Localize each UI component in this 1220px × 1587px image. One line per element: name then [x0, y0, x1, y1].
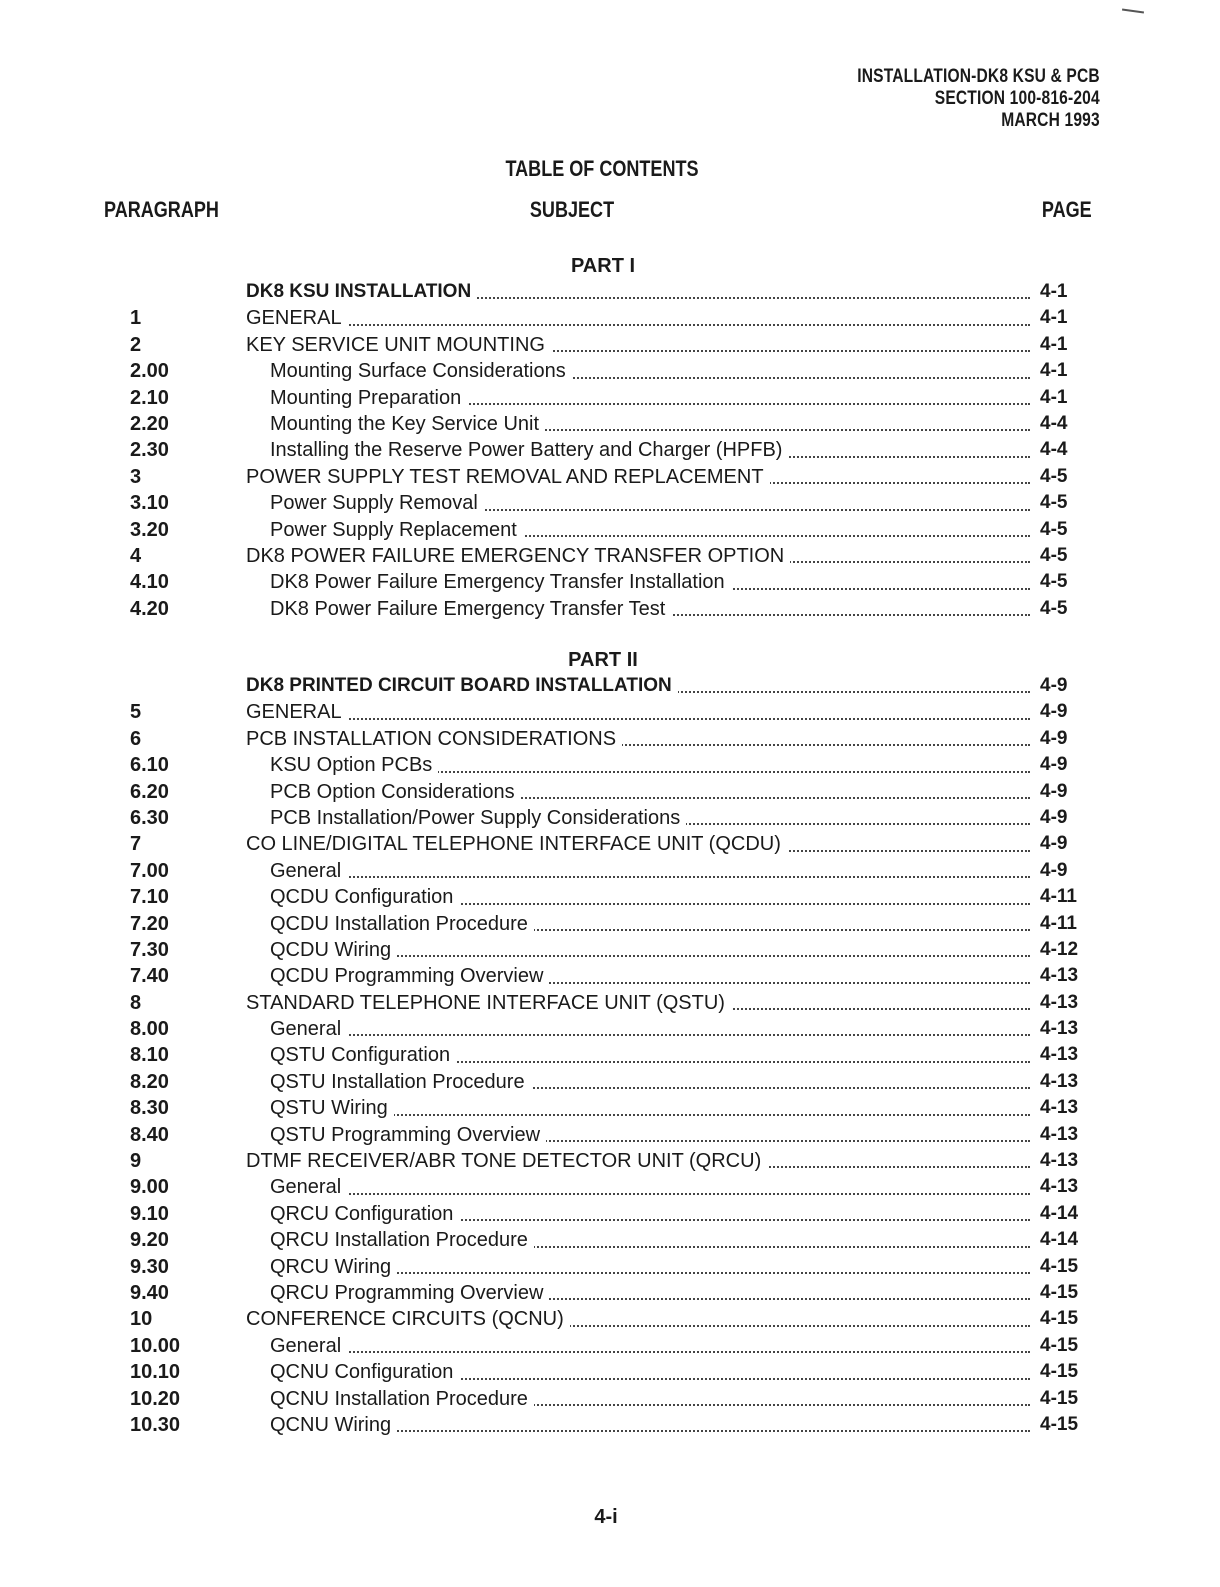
entry-title: PCB INSTALLATION CONSIDERATIONS: [246, 728, 622, 750]
entry-subject: [270, 884, 1030, 910]
entry-page: 4-13: [1040, 1123, 1079, 1145]
entry-page: 4-9: [1040, 727, 1068, 749]
entry-subject: [270, 858, 1030, 884]
paragraph-number: 4.20: [130, 597, 169, 620]
header-title: INSTALLATION-DK8 KSU & PCB: [857, 66, 1100, 87]
entry-title: QCNU Configuration: [270, 1361, 459, 1383]
toc-entry: [0, 1201, 1220, 1227]
toc-entry: [0, 1412, 1220, 1438]
dot-leader: [246, 718, 1030, 720]
entry-title: QSTU Programming Overview: [270, 1124, 546, 1146]
entry-page: 4-5: [1040, 571, 1068, 593]
toc-entry: [0, 411, 1220, 437]
entry-page: 4-13: [1040, 965, 1079, 987]
entry-title: Installing the Reserve Power Battery and Charger (HPFB): [270, 439, 788, 461]
paragraph-number: 7: [130, 833, 142, 856]
paragraph-number: 2: [130, 333, 142, 356]
scan-mark: [1122, 8, 1144, 13]
entry-subject: [270, 911, 1030, 937]
paragraph-number: 2.30: [130, 439, 169, 462]
entry-title: DTMF RECEIVER/ABR TONE DETECTOR UNIT (QRCU): [246, 1150, 767, 1172]
toc-entry: [0, 1148, 1220, 1174]
entry-title: General: [270, 1335, 347, 1357]
paragraph-number: 8.20: [130, 1070, 169, 1093]
entry-subject: [246, 305, 1030, 331]
entry-subject: [270, 358, 1030, 384]
entry-page: 4-14: [1040, 1229, 1079, 1251]
entry-page: 4-13: [1040, 1176, 1079, 1198]
entry-page: 4-4: [1040, 439, 1068, 461]
entry-subject: [270, 1016, 1030, 1042]
entry-subject: [270, 1280, 1030, 1306]
entry-page: 4-13: [1040, 1044, 1079, 1066]
entry-title: GENERAL: [246, 307, 348, 329]
toc-entry: [0, 1333, 1220, 1359]
header-date: MARCH 1993: [1001, 110, 1100, 131]
subject-column-header: SUBJECT: [529, 197, 615, 222]
paragraph-number: 9.10: [130, 1202, 169, 1225]
entry-page: 4-5: [1040, 597, 1068, 619]
entry-page: 4-13: [1040, 1018, 1079, 1040]
paragraph-number: 8.00: [130, 1018, 169, 1041]
entry-page: 4-9: [1040, 780, 1068, 802]
entry-subject: [270, 1122, 1030, 1148]
dot-leader: [270, 1034, 1030, 1036]
toc-entry: [0, 831, 1220, 857]
paragraph-number: 8.40: [130, 1123, 169, 1146]
toc-entry: [0, 1174, 1220, 1200]
entry-subject: [246, 990, 1030, 1016]
paragraph-number: 9.00: [130, 1176, 169, 1199]
dot-leader: [270, 1351, 1030, 1353]
entry-title: QRCU Configuration: [270, 1203, 459, 1225]
entry-page: 4-13: [1040, 1070, 1079, 1092]
paragraph-number: 9.30: [130, 1255, 169, 1278]
entry-page: 4-9: [1040, 859, 1068, 881]
paragraph-number: 5: [130, 701, 142, 724]
toc-entry: [0, 1016, 1220, 1042]
entry-page: 4-15: [1040, 1413, 1079, 1435]
toc-entry: [0, 911, 1220, 937]
entry-page: 4-1: [1040, 333, 1068, 355]
entry-subject: [270, 411, 1030, 437]
toc-entry: [0, 437, 1220, 463]
entry-title: Mounting the Key Service Unit: [270, 413, 545, 435]
paragraph-number: 8: [130, 991, 142, 1014]
toc-entry: [0, 1095, 1220, 1121]
entry-page: 4-9: [1040, 701, 1068, 723]
entry-subject: [270, 569, 1030, 595]
entry-title: DK8 KSU INSTALLATION: [246, 281, 477, 302]
paragraph-number: 7.30: [130, 938, 169, 961]
toc-entry: [0, 858, 1220, 884]
entry-title: DK8 PRINTED CIRCUIT BOARD INSTALLATION: [246, 675, 678, 696]
entry-page: 4-4: [1040, 412, 1068, 434]
entry-title: QSTU Configuration: [270, 1044, 456, 1066]
entry-page: 4-5: [1040, 544, 1068, 566]
paragraph-number: 9: [130, 1150, 142, 1173]
toc-entry: [0, 543, 1220, 569]
entry-page: 4-13: [1040, 991, 1079, 1013]
toc-entry: [0, 1386, 1220, 1412]
entry-subject: [270, 490, 1030, 516]
entry-subject: [270, 1254, 1030, 1280]
entry-subject: [270, 1042, 1030, 1068]
paragraph-number: 6.10: [130, 754, 169, 777]
toc-entry: [0, 1254, 1220, 1280]
entry-subject: [246, 726, 1030, 752]
paragraph-number: 7.10: [130, 886, 169, 909]
entry-page: 4-15: [1040, 1334, 1079, 1356]
toc-entry: [0, 1280, 1220, 1306]
entry-title: QCDU Programming Overview: [270, 965, 549, 987]
entry-subject: [270, 1412, 1030, 1438]
toc-entry: [0, 884, 1220, 910]
entry-subject: [270, 752, 1030, 778]
entry-page: 4-5: [1040, 518, 1068, 540]
toc-entry: [0, 1042, 1220, 1068]
entry-title: QRCU Installation Procedure: [270, 1229, 534, 1251]
entry-page: 4-9: [1040, 675, 1068, 696]
entry-subject: [270, 437, 1030, 463]
entry-subject: [246, 1306, 1030, 1332]
entry-page: 4-9: [1040, 833, 1068, 855]
toc-title: TABLE OF CONTENTS: [505, 156, 699, 181]
entry-title: QCDU Wiring: [270, 939, 397, 961]
entry-subject: [270, 1095, 1030, 1121]
entry-subject: [270, 1069, 1030, 1095]
paragraph-number: 4.10: [130, 571, 169, 594]
entry-title: QRCU Programming Overview: [270, 1282, 549, 1304]
dot-leader: [246, 324, 1030, 326]
entry-subject: [270, 1227, 1030, 1253]
entry-title: Mounting Preparation: [270, 387, 467, 409]
entry-subject: [270, 1386, 1030, 1412]
toc-entry: [0, 596, 1220, 622]
entry-title: STANDARD TELEPHONE INTERFACE UNIT (QSTU): [246, 992, 731, 1014]
entry-subject: [246, 543, 1030, 569]
paragraph-number: 2.20: [130, 412, 169, 435]
entry-title: PCB Option Considerations: [270, 781, 521, 803]
paragraph-number: 6.30: [130, 806, 169, 829]
entry-page: 4-9: [1040, 754, 1068, 776]
entry-page: 4-1: [1040, 386, 1068, 408]
entry-title: General: [270, 860, 347, 882]
entry-page: 4-11: [1040, 886, 1077, 908]
entry-subject: [246, 699, 1030, 725]
entry-title: DK8 Power Failure Emergency Transfer Test: [270, 598, 671, 620]
toc-entry: [0, 1069, 1220, 1095]
entry-subject: [270, 596, 1030, 622]
toc-entry: [0, 569, 1220, 595]
toc-entry: [0, 305, 1220, 331]
paragraph-number: 7.40: [130, 965, 169, 988]
entry-page: 4-15: [1040, 1255, 1079, 1277]
entry-title: PCB Installation/Power Supply Considerations: [270, 807, 686, 829]
entry-page: 4-13: [1040, 1150, 1079, 1172]
entry-subject: [246, 332, 1030, 358]
entry-subject: [270, 1201, 1030, 1227]
toc-entry: [0, 279, 1220, 305]
entry-subject: [270, 1333, 1030, 1359]
paragraph-number: 10: [130, 1308, 153, 1331]
toc-entry: [0, 490, 1220, 516]
entry-page: 4-15: [1040, 1281, 1079, 1303]
paragraph-number: 10.10: [130, 1361, 181, 1384]
entry-page: 4-13: [1040, 1097, 1079, 1119]
toc-entry: [0, 990, 1220, 1016]
toc-entry: [0, 1122, 1220, 1148]
toc-entry: [0, 726, 1220, 752]
toc-entry: [0, 1227, 1220, 1253]
entry-subject: [246, 464, 1030, 490]
entry-title: QCDU Configuration: [270, 886, 459, 908]
entry-title: CONFERENCE CIRCUITS (QCNU): [246, 1308, 570, 1330]
page-number: 4-i: [594, 1506, 618, 1528]
entry-subject: [270, 779, 1030, 805]
entry-page: 4-9: [1040, 806, 1068, 828]
entry-title: DK8 Power Failure Emergency Transfer Installation: [270, 571, 731, 593]
entry-title: QCNU Wiring: [270, 1414, 397, 1436]
entry-subject: [270, 385, 1030, 411]
paragraph-number: 10.00: [130, 1334, 181, 1357]
entry-title: General: [270, 1018, 347, 1040]
paragraph-number: 8.30: [130, 1097, 169, 1120]
paragraph-number: 1: [130, 307, 142, 330]
paragraph-number: 2.00: [130, 360, 169, 383]
entry-title: KEY SERVICE UNIT MOUNTING: [246, 334, 551, 356]
paragraph-number: 6: [130, 727, 142, 750]
entry-subject: [270, 937, 1030, 963]
toc-entry: [0, 963, 1220, 989]
entry-subject: [246, 1148, 1030, 1174]
toc-entry: [0, 464, 1220, 490]
entry-page: 4-5: [1040, 465, 1068, 487]
entry-subject: [246, 279, 1030, 305]
entry-subject: [246, 673, 1030, 699]
entry-page: 4-12: [1040, 938, 1079, 960]
entry-page: 4-1: [1040, 360, 1068, 382]
entry-title: DK8 POWER FAILURE EMERGENCY TRANSFER OPTION: [246, 545, 790, 567]
entry-page: 4-15: [1040, 1361, 1079, 1383]
entry-subject: [270, 805, 1030, 831]
entry-title: QCDU Installation Procedure: [270, 913, 534, 935]
entry-title: QCNU Installation Procedure: [270, 1388, 534, 1410]
entry-title: Power Supply Removal: [270, 492, 484, 514]
toc-entry: [0, 673, 1220, 699]
toc-entry: [0, 1306, 1220, 1332]
paragraph-number: 7.20: [130, 912, 169, 935]
paragraph-number: 7.00: [130, 859, 169, 882]
part-2-entries: [0, 673, 1220, 1438]
paragraph-number: 2.10: [130, 386, 169, 409]
paragraph-number: 9.20: [130, 1229, 169, 1252]
toc-entry: [0, 332, 1220, 358]
paragraph-number: 9.40: [130, 1281, 169, 1304]
dot-leader: [270, 876, 1030, 878]
entry-page: 4-15: [1040, 1387, 1079, 1409]
entry-title: Power Supply Replacement: [270, 519, 523, 541]
part-2-heading: PART II: [568, 649, 638, 671]
entry-subject: [270, 1174, 1030, 1200]
part-1-entries: [0, 279, 1220, 622]
entry-page: 4-14: [1040, 1202, 1079, 1224]
header-section: SECTION 100-816-204: [934, 88, 1100, 109]
toc-entry: [0, 385, 1220, 411]
dot-leader: [270, 1193, 1030, 1195]
entry-title: QRCU Wiring: [270, 1256, 397, 1278]
entry-title: KSU Option PCBs: [270, 754, 438, 776]
entry-title: CO LINE/DIGITAL TELEPHONE INTERFACE UNIT (QCDU): [246, 833, 787, 855]
entry-subject: [270, 963, 1030, 989]
part-1-heading: PART I: [570, 255, 636, 277]
toc-entry: [0, 937, 1220, 963]
entry-subject: [270, 517, 1030, 543]
entry-title: POWER SUPPLY TEST REMOVAL AND REPLACEMENT: [246, 466, 770, 488]
toc-entry: [0, 752, 1220, 778]
toc-entry: [0, 779, 1220, 805]
entry-title: QSTU Installation Procedure: [270, 1071, 531, 1093]
toc-entry: [0, 805, 1220, 831]
paragraph-number: 10.30: [130, 1413, 181, 1436]
paragraph-number: 3.20: [130, 518, 169, 541]
paragraph-number: 6.20: [130, 780, 169, 803]
entry-page: 4-5: [1040, 492, 1068, 514]
entry-title: GENERAL: [246, 701, 348, 723]
entry-page: 4-11: [1040, 912, 1077, 934]
paragraph-number: 3: [130, 465, 142, 488]
entry-title: Mounting Surface Considerations: [270, 360, 572, 382]
paragraph-number: 8.10: [130, 1044, 169, 1067]
toc-entry: [0, 699, 1220, 725]
entry-title: General: [270, 1176, 347, 1198]
document-header: [857, 66, 1100, 132]
entry-subject: [246, 831, 1030, 857]
paragraph-number: 3.10: [130, 492, 169, 515]
paragraph-column-header: PARAGRAPH: [104, 197, 219, 222]
entry-page: 4-1: [1040, 281, 1068, 302]
page-column-header: PAGE: [1042, 197, 1092, 222]
entry-title: QSTU Wiring: [270, 1097, 394, 1119]
toc-entry: [0, 358, 1220, 384]
paragraph-number: 4: [130, 544, 142, 567]
toc-entry: [0, 1359, 1220, 1385]
paragraph-number: 10.20: [130, 1387, 181, 1410]
toc-entry: [0, 517, 1220, 543]
entry-page: 4-1: [1040, 307, 1068, 329]
entry-page: 4-15: [1040, 1308, 1079, 1330]
entry-subject: [270, 1359, 1030, 1385]
